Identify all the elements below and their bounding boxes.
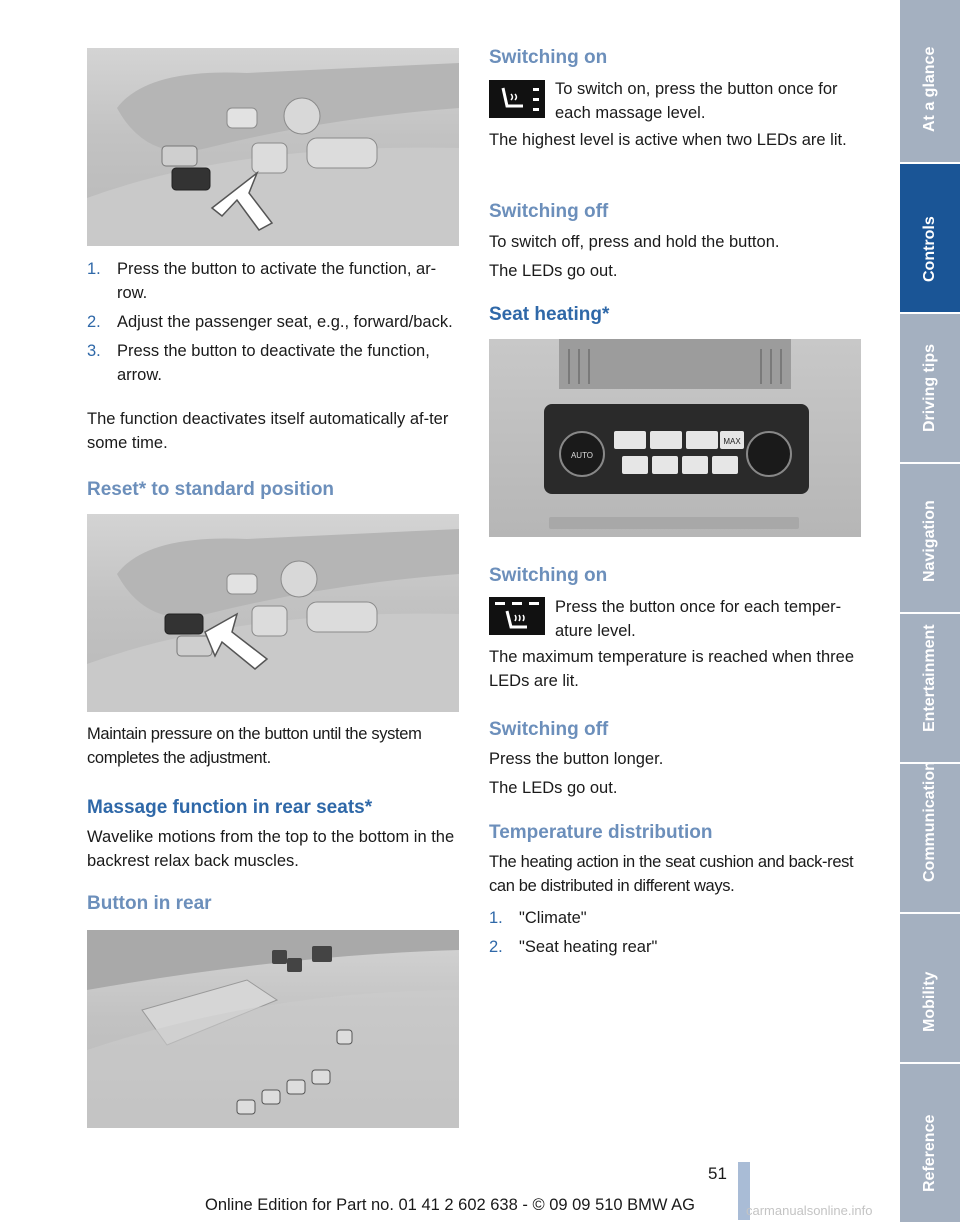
step-text: "Climate" [519, 909, 587, 927]
tab-controls[interactable] [900, 164, 960, 312]
temperature-distribution-heading: Temperature distribution [489, 822, 713, 843]
climate-panel-photo [489, 339, 861, 537]
seat-heating-button-icon [489, 597, 545, 635]
max-temperature-text: The maximum temperature is reached when three LEDs are lit. [489, 648, 854, 690]
tab-at-a-glance[interactable] [900, 0, 960, 162]
tab-label: Entertainment [921, 624, 938, 732]
step-text: Adjust the passenger seat, e.g., forward/back. [117, 313, 453, 331]
tab-entertainment[interactable] [900, 614, 960, 762]
leds-out-text: The LEDs go out. [489, 779, 618, 797]
step-number: 2. [489, 938, 503, 956]
step-number: 1. [489, 909, 503, 927]
max-label: MAX [723, 437, 741, 446]
tab-driving-tips[interactable] [900, 314, 960, 462]
page-number: 51 [708, 1164, 727, 1183]
maintain-pressure-text: Maintain pressure on the button until the system completes the adjustment. [87, 725, 422, 767]
edition-footer: Online Edition for Part no. 01 41 2 602 638 - © 09 09 510 BMW AG [204, 1196, 696, 1214]
tab-label: Navigation [921, 500, 938, 582]
leds-out-text: The LEDs go out. [489, 262, 618, 280]
tab-reference[interactable] [900, 1064, 960, 1222]
tab-label: Controls [921, 216, 938, 282]
massage-heading: Massage function in rear seats* [87, 797, 373, 818]
switching-off-heading-heating: Switching off [489, 719, 609, 740]
tab-label: Driving tips [921, 343, 938, 432]
switch-on-heating-text: Press the button once for each temper-ature level. [555, 598, 842, 640]
seat-heating-heading: Seat heating* [489, 304, 610, 325]
activation-steps-list [87, 257, 462, 392]
switching-on-heading-heating: Switching on [489, 565, 608, 586]
switch-off-heating-text: Press the button longer. [489, 750, 664, 768]
switching-off-heading-massage: Switching off [489, 201, 609, 222]
list-item [489, 935, 864, 959]
tab-label: At a glance [921, 46, 938, 132]
step-text: Press the button to activate the function, ar-row. [117, 260, 437, 302]
list-item [87, 257, 462, 305]
switch-off-massage-text: To switch off, press and hold the button. [489, 233, 780, 251]
seat-controls-photo-activate [87, 48, 459, 246]
massage-text: Wavelike motions from the top to the bottom in the backrest relax back muscles. [87, 828, 455, 870]
massage-button-icon [489, 80, 545, 118]
step-number: 1. [87, 260, 101, 278]
temperature-distribution-text: The heating action in the seat cushion and back-rest can be distributed in different ways. [489, 853, 854, 895]
tab-label: Reference [921, 1114, 938, 1192]
seat-controls-photo-reset [87, 514, 459, 712]
auto-deactivate-text: The function deactivates itself automatically af-ter some time. [87, 410, 449, 452]
tab-communication[interactable] [900, 761, 960, 912]
reset-heading: Reset* to standard position [87, 479, 335, 500]
button-rear-heading: Button in rear [87, 893, 212, 914]
list-item [87, 339, 462, 387]
step-number: 2. [87, 313, 101, 331]
tab-label: Communication [921, 761, 938, 882]
tab-label: Mobility [921, 971, 938, 1032]
tab-navigation[interactable] [900, 464, 960, 612]
step-text: "Seat heating rear" [519, 938, 658, 956]
auto-label: AUTO [570, 451, 594, 460]
step-text: Press the button to deactivate the function, arrow. [117, 342, 430, 384]
switching-on-heading-massage: Switching on [489, 47, 608, 68]
tab-mobility[interactable] [900, 914, 960, 1062]
watermark: carmanualsonline.info [746, 1203, 873, 1218]
rear-door-buttons-photo [87, 930, 459, 1128]
list-item [87, 310, 462, 334]
step-number: 3. [87, 342, 101, 360]
switch-on-massage-text: To switch on, press the button once for each massage level. [555, 80, 838, 122]
highest-level-text: The highest level is active when two LEDs are lit. [489, 131, 847, 149]
distribution-steps-list [489, 906, 864, 964]
list-item [489, 906, 864, 930]
